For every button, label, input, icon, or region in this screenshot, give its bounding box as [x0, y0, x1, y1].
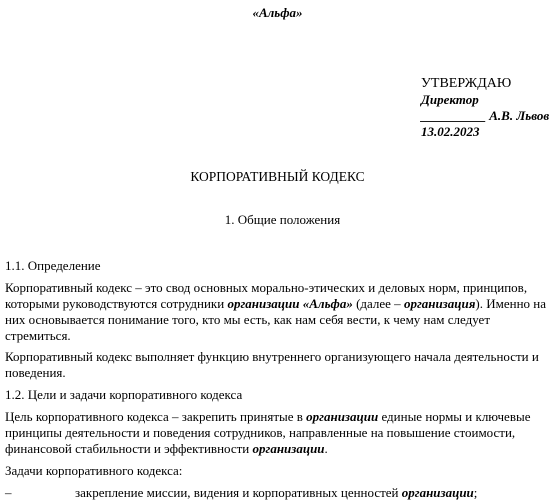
heading-1-2: 1.2. Цели и задачи корпоративного кодекса: [5, 387, 243, 402]
text-run: (далее –: [352, 296, 404, 311]
approval-date: 13.02.2023: [421, 124, 480, 139]
paragraph-definition: [5, 280, 553, 344]
text-run: ). Именно на них основывается понимание того, кто мы есть, как нам себя вести, к чему нам следует стремиться.: [5, 296, 547, 343]
text-run: ;: [473, 485, 478, 500]
approval-position: Директор: [421, 92, 479, 107]
text-run: Цель корпоративного кодекса – закрепить принятые в: [5, 409, 307, 424]
text-run: единые нормы и ключевые принципы деятельности и поведения сотрудников, направленные на повышение стоимости, финансовой стабильности и эффективности: [5, 409, 531, 456]
document-body: [5, 258, 553, 501]
list-marker: –: [5, 485, 12, 500]
text-run: закрепление миссии, видения и корпоративных ценностей: [75, 485, 402, 500]
section-title: 1. Общие положения: [224, 212, 341, 227]
text-run-emphasis: организация: [403, 296, 476, 311]
text-run-emphasis: организации: [306, 409, 379, 424]
text-run-emphasis: организации: [252, 441, 325, 456]
paragraph-tasks: Задачи корпоративного кодекса:: [5, 463, 183, 478]
list-item: [5, 485, 553, 501]
paragraph-goal: [5, 409, 553, 457]
approval-block: [421, 76, 555, 140]
list-item-text: [75, 485, 477, 501]
signature-line: __________: [421, 108, 486, 123]
approval-signature: [421, 108, 555, 124]
approval-title: УТВЕРЖДАЮ: [421, 76, 512, 91]
document-title: КОРПОРАТИВНЫЙ КОДЕКС: [190, 169, 365, 184]
heading-1-1: 1.1. Определение: [5, 258, 101, 273]
approver-name: А.В. Львов: [489, 108, 550, 123]
text-run: .: [324, 441, 328, 456]
text-run-emphasis: организации: [401, 485, 474, 500]
company-name: «Альфа»: [252, 5, 303, 20]
text-run: Корпоративный кодекс – это свод основных морально-этических и деловых норм, принципов, которыми руководствуются сотрудники: [5, 280, 528, 311]
text-run-emphasis: организации «Альфа»: [227, 296, 353, 311]
paragraph-function: Корпоративный кодекс выполняет функцию внутреннего организующего начала деятельности и поведения.: [5, 349, 539, 380]
